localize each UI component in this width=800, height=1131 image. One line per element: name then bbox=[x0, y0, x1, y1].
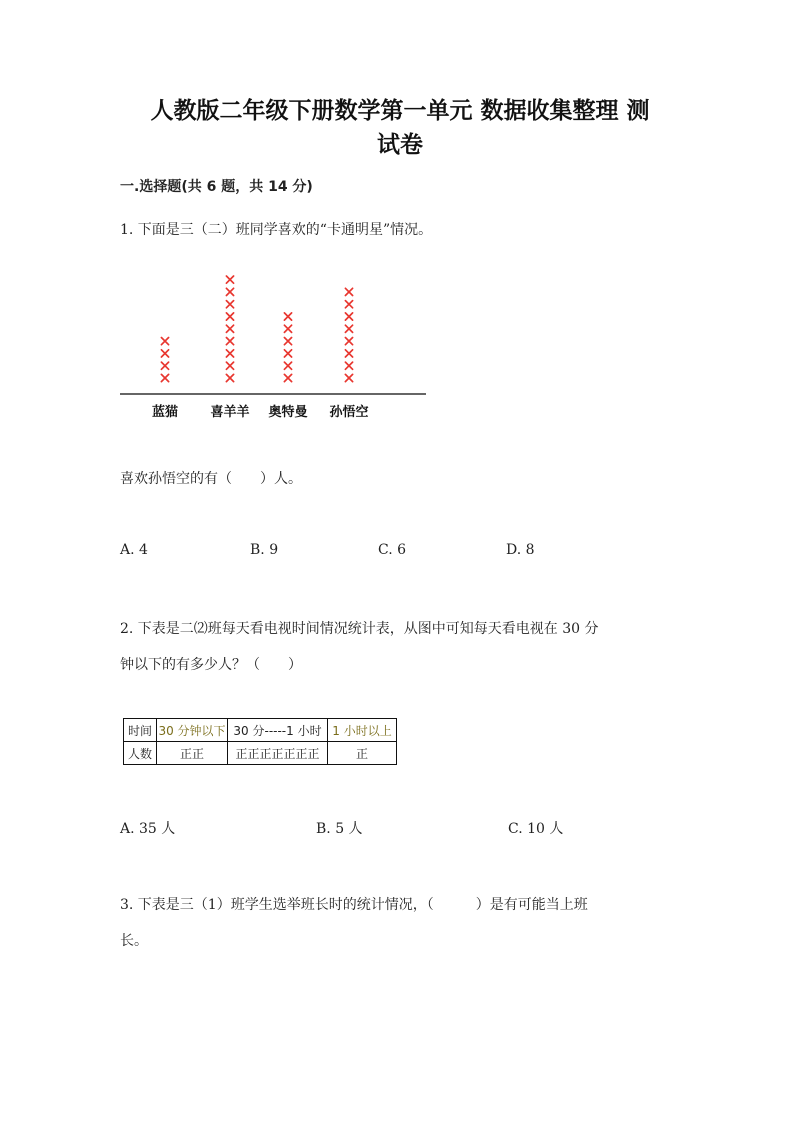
q1-option-c[interactable]: C. 6 bbox=[378, 542, 407, 558]
x-mark bbox=[161, 362, 168, 369]
x-mark bbox=[226, 338, 233, 345]
table-cell: 人数 bbox=[124, 742, 157, 765]
q1-prompt: 1. 下面是三（二）班同学喜欢的“卡通明星”情况。 bbox=[120, 222, 433, 238]
category-label-aoteman: 奥特曼 bbox=[268, 405, 308, 420]
x-mark bbox=[284, 362, 291, 369]
page-title bbox=[120, 94, 680, 162]
table-cell: 正正 bbox=[157, 742, 228, 765]
x-mark bbox=[226, 313, 233, 320]
x-mark bbox=[226, 276, 233, 283]
q2-option-b[interactable]: B. 5 人 bbox=[316, 821, 363, 837]
x-mark bbox=[345, 301, 352, 308]
x-mark bbox=[345, 338, 352, 345]
table-row bbox=[124, 742, 397, 765]
pictograph-marks bbox=[161, 276, 352, 382]
category-label-lanmao: 蓝猫 bbox=[151, 405, 179, 420]
x-mark bbox=[345, 362, 352, 369]
table-cell: 正正正正正正正 bbox=[228, 742, 328, 765]
q3-prompt-line2: 长。 bbox=[120, 933, 148, 949]
q1-ask: 喜欢孙悟空的有（ ）人。 bbox=[120, 471, 302, 487]
x-mark bbox=[226, 301, 233, 308]
table-row bbox=[124, 719, 397, 742]
x-mark bbox=[226, 288, 233, 295]
x-mark bbox=[226, 374, 233, 381]
q2-prompt-line1: 2. 下表是二⑵班每天看电视时间情况统计表，从图中可知每天看电视在 30 分 bbox=[120, 621, 599, 637]
q2-tv-table bbox=[123, 718, 397, 765]
x-mark bbox=[226, 362, 233, 369]
table-header-cell: 时间 bbox=[124, 719, 157, 742]
q2-prompt-line2: 钟以下的有多少人？（ ） bbox=[120, 657, 302, 673]
x-mark bbox=[161, 350, 168, 357]
x-mark bbox=[284, 338, 291, 345]
x-mark bbox=[345, 313, 352, 320]
q3-prompt-line1: 3. 下表是三（1）班学生选举班长时的统计情况，（ ）是有可能当上班 bbox=[120, 897, 588, 913]
table-cell: 正 bbox=[328, 742, 397, 765]
table-header-cell: 30 分-----1 小时 bbox=[228, 719, 328, 742]
table-header-cell: 1 小时以上 bbox=[328, 719, 397, 742]
x-mark bbox=[226, 350, 233, 357]
q1-option-d[interactable]: D. 8 bbox=[506, 542, 535, 558]
title-line-1: 人教版二年级下册数学第一单元 数据收集整理 测 bbox=[150, 98, 650, 124]
section-heading: 一.选择题(共 6 题，共 14 分) bbox=[120, 179, 313, 195]
x-mark bbox=[284, 325, 291, 332]
q2-option-a[interactable]: A. 35 人 bbox=[120, 821, 176, 837]
x-mark bbox=[345, 288, 352, 295]
x-mark bbox=[345, 325, 352, 332]
q1-pictograph bbox=[118, 270, 438, 430]
q1-option-b[interactable]: B. 9 bbox=[250, 542, 279, 558]
category-label-xiyangyang: 喜羊羊 bbox=[210, 405, 250, 420]
q1-option-a[interactable]: A. 4 bbox=[120, 542, 148, 558]
x-mark bbox=[284, 350, 291, 357]
table-header-cell: 30 分钟以下 bbox=[157, 719, 228, 742]
category-label-sunwukong: 孙悟空 bbox=[329, 405, 369, 420]
x-mark bbox=[161, 338, 168, 345]
x-mark bbox=[226, 325, 233, 332]
q2-option-c[interactable]: C. 10 人 bbox=[508, 821, 564, 837]
x-mark bbox=[345, 350, 352, 357]
x-mark bbox=[284, 313, 291, 320]
x-mark bbox=[284, 374, 291, 381]
title-line-2: 试卷 bbox=[377, 132, 423, 158]
x-mark bbox=[345, 374, 352, 381]
x-mark bbox=[161, 374, 168, 381]
